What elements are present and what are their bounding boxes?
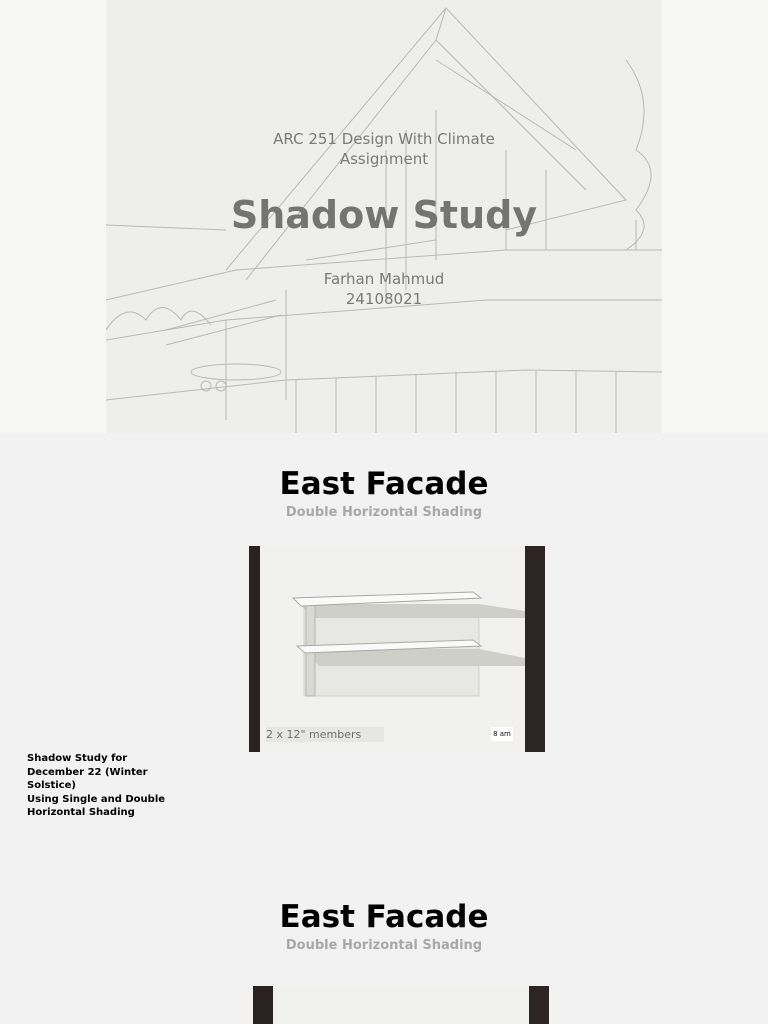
slide-subtitle: Double Horizontal Shading xyxy=(285,505,483,520)
note-line: December 22 (Winter xyxy=(27,766,148,778)
shading-model-photo xyxy=(249,546,545,752)
note-line: Solstice) xyxy=(27,780,76,792)
course-line-2: Assignment xyxy=(339,150,429,168)
slide-title: East Facade xyxy=(279,466,489,502)
slide-note xyxy=(27,752,187,820)
author-id: 24108021 xyxy=(345,290,423,308)
photo-frame-left xyxy=(253,986,273,1024)
photo-frame-right xyxy=(529,986,549,1024)
shading-model-photo xyxy=(253,986,549,1024)
photo-time-badge: 8 am xyxy=(491,727,513,741)
photo-label: 2 x 12" members xyxy=(266,727,384,742)
course-heading xyxy=(106,129,662,169)
presentation-title: Shadow Study xyxy=(230,193,538,237)
author-name: Farhan Mahmud xyxy=(323,270,445,288)
title-slide xyxy=(0,0,768,433)
note-line: Horizontal Shading xyxy=(27,807,135,819)
note-line: Using Single and Double xyxy=(27,793,166,805)
course-line-1: ARC 251 Design With Climate xyxy=(273,130,495,148)
slide-subtitle: Double Horizontal Shading xyxy=(285,938,483,953)
note-line: Shadow Study for xyxy=(27,753,128,764)
slide-title: East Facade xyxy=(279,899,489,935)
author-block xyxy=(106,269,662,309)
shading-model-drawing xyxy=(249,546,545,752)
